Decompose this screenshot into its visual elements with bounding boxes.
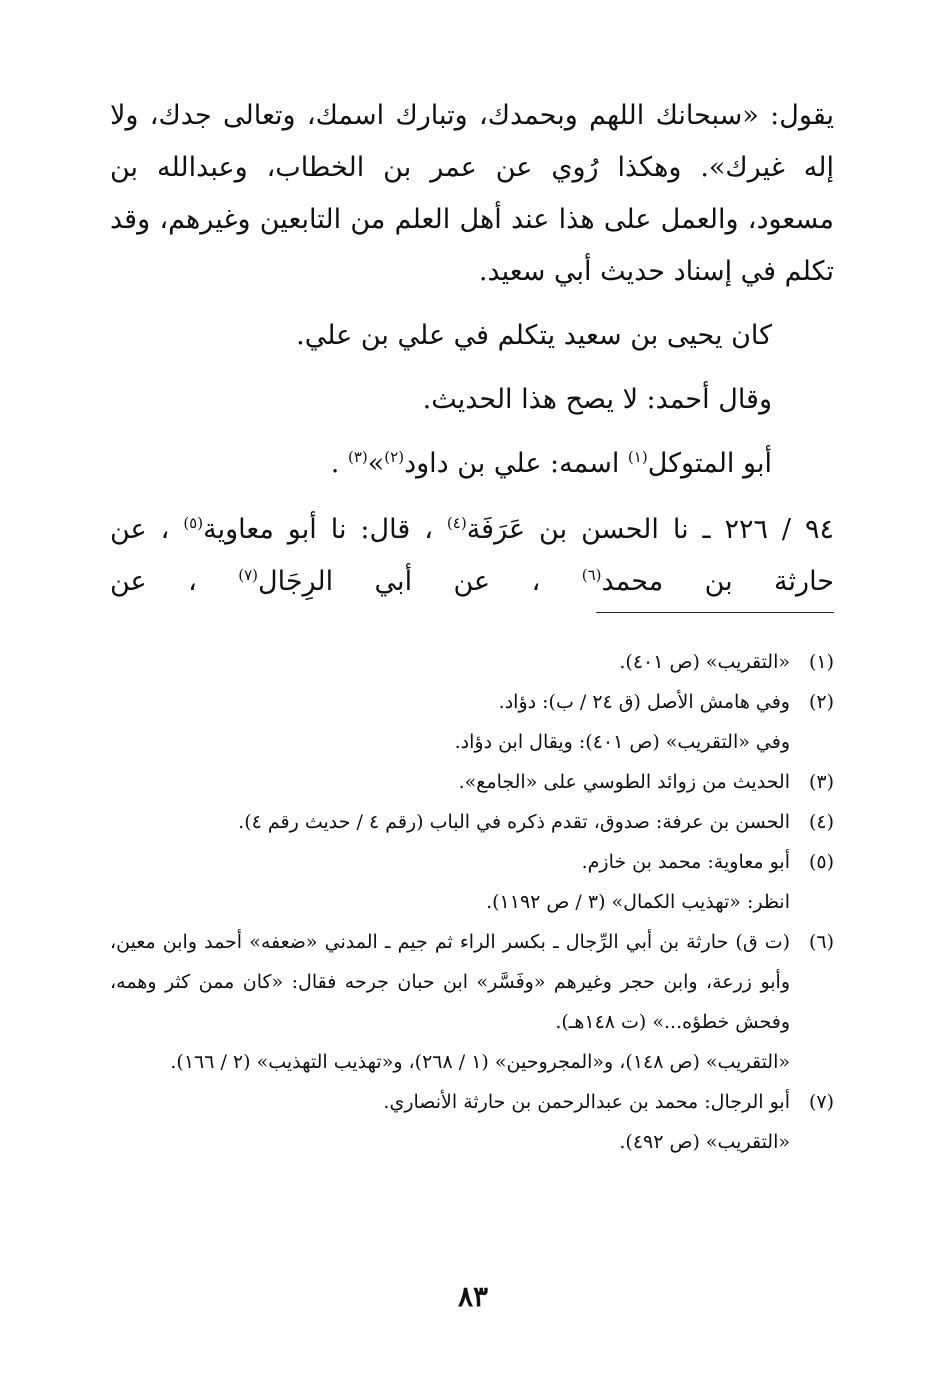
hadith-line-1 xyxy=(110,504,834,556)
text-segment: » xyxy=(367,448,385,479)
line-ahmad: وقال أحمد: لا يصح هذا الحديث. xyxy=(422,384,772,415)
footnote-ref-7[interactable]: (٧) xyxy=(238,566,258,584)
text-segment: حارثة بن محمد xyxy=(601,566,834,597)
footnote-1 xyxy=(110,642,834,682)
footnote-ref-1[interactable]: (١) xyxy=(627,448,648,466)
footnote-line: وفي هامش الأصل (ق ٢٤ / ب): دؤاد. xyxy=(498,691,790,713)
line-abu-mutawakkil xyxy=(110,438,834,490)
footnote-number: (٢) xyxy=(808,691,834,713)
text-segment: . xyxy=(330,448,348,479)
text-segment: ، قال: نا أبو معاوية xyxy=(203,514,447,545)
footnote-line: الحديث من زوائد الطوسي على «الجامع». xyxy=(458,771,790,793)
line-yahya: كان يحيى بن سعيد يتكلم في علي بن علي. xyxy=(296,320,772,351)
footnote-line: أبو معاوية: محمد بن خازم. xyxy=(581,851,790,873)
text-segment: ، عن xyxy=(110,566,239,597)
footnote-line: «التقريب» (ص ١٤٨)، و«المجروحين» (١ / ٢٦٨)، و«تهذيب التهذيب» (٢ / ١٦٦). xyxy=(170,1051,790,1073)
footnote-ref-5[interactable]: (٥) xyxy=(183,514,204,532)
footnote-line: انظر: «تهذيب الكمال» (٣ / ص ١١٩٢). xyxy=(486,891,790,913)
footnote-3 xyxy=(110,762,834,802)
text-segment: ٩٤ / ٢٢٦ ـ نا الحسن بن عَرَفَة xyxy=(466,514,834,545)
footnote-6 xyxy=(110,922,834,1082)
main-text xyxy=(110,90,834,608)
text-segment: اسمه: علي بن داود xyxy=(404,448,628,479)
footnote-line: أبو الرجال: محمد بن عبدالرحمن بن حارثة الأنصاري. xyxy=(383,1091,790,1113)
footnote-2 xyxy=(110,682,834,762)
footnote-line: «التقريب» (ص ٤٩٢). xyxy=(619,1131,790,1153)
text-segment: ، عن أبي الرِجَال xyxy=(257,566,582,597)
footnote-ref-4[interactable]: (٤) xyxy=(446,514,467,532)
footnote-number: (٧) xyxy=(808,1091,834,1113)
footnote-line: وفي «التقريب» (ص ٤٠١): ويقال ابن دؤاد. xyxy=(454,731,790,753)
footnote-ref-2[interactable]: (٢) xyxy=(384,448,405,466)
footnote-ref-6[interactable]: (٦) xyxy=(581,566,602,584)
footnote-4 xyxy=(110,802,834,842)
hadith-line-2 xyxy=(110,556,834,608)
footnote-7 xyxy=(110,1082,834,1162)
footnotes xyxy=(110,642,834,1162)
footnote-line: الحسن بن عرفة: صدوق، تقدم ذكره في الباب (رقم ٤ / حديث رقم ٤). xyxy=(238,811,790,833)
text-segment: أبو المتوكل xyxy=(647,448,772,479)
footnote-number: (٣) xyxy=(808,771,834,793)
footnote-line: «التقريب» (ص ٤٠١). xyxy=(619,651,790,673)
footnote-5 xyxy=(110,842,834,922)
footnote-number: (١) xyxy=(808,651,834,673)
page-number: ٨٣ xyxy=(457,1280,489,1313)
text-segment: ، عن xyxy=(110,514,184,545)
footnote-number: (٤) xyxy=(808,811,834,833)
footnote-number: (٦) xyxy=(808,931,834,953)
footnote-line: (ت ق) حارثة بن أبي الرِّجال ـ بكسر الراء ثم جيم ـ المدني «ضعفه» أحمد وابن معين، وأبو زرعة، وابن حجر وغيرهم «وفَسَّر» ابن حبان جرحه فقال: «كان ممن كثر وهمه، وفحش خطؤه...» (ت ١٤٨هـ). xyxy=(110,931,790,1033)
footnote-divider xyxy=(596,612,834,613)
footnote-ref-3[interactable]: (٣) xyxy=(347,448,368,466)
paragraph-1: يقول: «سبحانك اللهم وبحمدك، وتبارك اسمك، وتعالى جدك، ولا إله غيرك». وهكذا رُوي عن عمر بن الخطاب، وعبدالله بن مسعود، والعمل على هذا عند أهل العلم من التابعين وغيرهم، وقد تكلم في إسناد حديث أبي سعيد. xyxy=(110,100,834,287)
footnote-number: (٥) xyxy=(808,851,834,873)
